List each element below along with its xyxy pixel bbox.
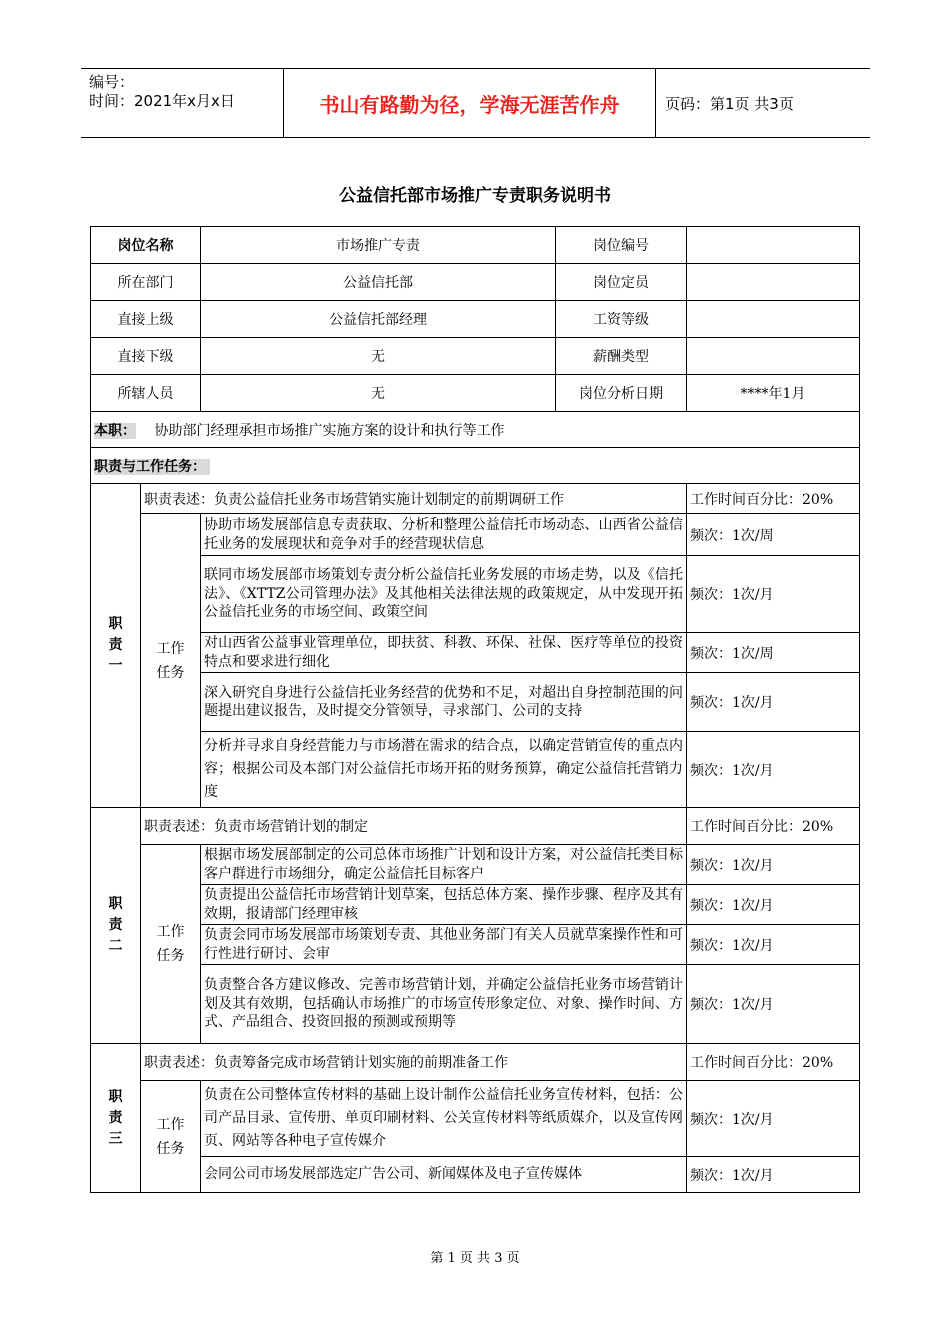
task-frequency: 频次：1次/月 [687, 556, 860, 633]
info-label: 岗位定员 [593, 275, 649, 291]
task-text: 深入研究自身进行公益信托业务经营的优势和不足，对超出自身控制范围的问题提出建议报告，及时提交分管领导，寻求部门、公司的支持 [201, 673, 687, 732]
info-value: 公益信托部 [201, 264, 556, 300]
document-title: 公益信托部市场推广专责职务说明书 [339, 186, 611, 206]
task-frequency: 频次：1次/月 [687, 845, 860, 885]
info-row [91, 375, 860, 412]
task-text: 会同公司市场发展部选定广告公司、新闻媒体及电子宣传媒体 [201, 1157, 687, 1193]
task-row [91, 1081, 860, 1157]
header-page-number: 页码：第1页 共3页 [665, 94, 794, 113]
duty-desc: 职责表述：负责筹备完成市场营销计划实施的前期准备工作 [141, 1044, 687, 1081]
analysis-date: ****年1月 [687, 375, 860, 412]
main-duty-row [91, 412, 860, 448]
info-value: 市场推广专责 [201, 227, 556, 263]
info-value [687, 264, 860, 301]
task-row [91, 965, 860, 1044]
task-frequency: 频次：1次/月 [687, 1157, 860, 1193]
task-frequency: 频次：1次/月 [687, 673, 860, 732]
section-header-row [91, 448, 860, 484]
info-value [687, 301, 860, 338]
info-row [91, 338, 860, 375]
info-label: 所辖人员 [91, 375, 201, 412]
task-text: 负责整合各方建议修改、完善市场营销计划，并确定公益信托业务市场营销计划及其有效期，包括确认市场推广的市场宣传形象定位、对象、操作时间、方式、产品组合、投资回报的预测或预期等 [201, 965, 687, 1044]
header-divider [655, 69, 656, 137]
info-label: 直接下级 [91, 338, 201, 375]
duty-title: 职 责 二 [91, 808, 141, 1044]
time-percent: 工作时间百分比：20% [687, 484, 860, 514]
work-task-label: 工作 任务 [141, 1081, 201, 1193]
info-row [91, 264, 860, 301]
task-row [91, 925, 860, 965]
work-task-label: 工作 任务 [141, 845, 201, 1044]
duty-desc: 职责表述：负责公益信托业务市场营销实施计划制定的前期调研工作 [141, 484, 687, 514]
info-value: 公益信托部经理 [201, 301, 556, 337]
info-label: 岗位编号 [593, 238, 649, 254]
task-text: 联同市场发展部市场策划专责分析公益信托业务发展的市场走势，以及《信托法》、《XTTZ公司管理办法》及其他相关法律法规的政策规定，从中发现开拓公益信托业务的市场空间、政策空间 [201, 556, 687, 633]
task-frequency: 频次：1次/月 [687, 1081, 860, 1157]
info-label: 工资等级 [593, 312, 649, 328]
info-row [91, 301, 860, 338]
task-frequency: 频次：1次/周 [687, 633, 860, 673]
number-label: 编号： [89, 73, 135, 91]
info-label: 岗位分析日期 [579, 386, 663, 402]
task-frequency: 频次：1次/月 [687, 925, 860, 965]
info-value [687, 338, 860, 375]
work-task-label: 工作 任务 [141, 514, 201, 808]
duty-desc: 职责表述：负责市场营销计划的制定 [141, 808, 687, 845]
task-text: 分析并寻求自身经营能力与市场潜在需求的结合点，以确定营销宣传的重点内容；根据公司及本部门对公益信托市场开拓的财务预算，确定公益信托营销力度 [201, 732, 687, 808]
task-text: 根据市场发展部制定的公司总体市场推广计划和设计方案，对公益信托类目标客户群进行市场细分，确定公益信托目标客户 [201, 845, 687, 885]
time-label: 时间：2021年x月x日 [89, 92, 235, 110]
task-row [91, 556, 860, 633]
job-description-table [90, 226, 860, 1193]
duty-desc-row [91, 1044, 860, 1081]
task-frequency: 频次：1次/月 [687, 885, 860, 925]
task-row [91, 633, 860, 673]
duty-desc-row [91, 808, 860, 845]
info-value: 无 [201, 375, 556, 411]
task-row [91, 673, 860, 732]
section-label: 职责与工作任务： [94, 459, 210, 475]
task-frequency: 频次：1次/周 [687, 514, 860, 556]
main-duty-text: 协助部门经理承担市场推广实施方案的设计和执行等工作 [154, 422, 505, 439]
duty-desc-row [91, 484, 860, 514]
task-row [91, 1157, 860, 1193]
info-value [687, 227, 860, 264]
info-label: 薪酬类型 [593, 349, 649, 365]
task-frequency: 频次：1次/月 [687, 732, 860, 808]
main-duty-label: 本职： [94, 422, 136, 439]
task-text: 负责会同市场发展部市场策划专责、其他业务部门有关人员就草案操作性和可行性进行研讨、会审 [201, 925, 687, 965]
info-label: 所在部门 [91, 264, 201, 301]
task-row [91, 885, 860, 925]
time-percent: 工作时间百分比：20% [687, 808, 860, 845]
info-value: 无 [201, 338, 556, 374]
header-meta [89, 73, 235, 111]
task-text: 对山西省公益事业管理单位，即扶贫、科教、环保、社保、医疗等单位的投资特点和要求进行细化 [201, 633, 687, 673]
info-label: 直接上级 [91, 301, 201, 338]
info-row [91, 227, 860, 264]
task-row [91, 514, 860, 556]
duty-title: 职 责 一 [91, 484, 141, 808]
header-motto: 书山有路勤为径，学海无涯苦作舟 [319, 92, 620, 117]
page-footer: 第 1 页 共 3 页 [430, 1251, 520, 1266]
task-row [91, 732, 860, 808]
time-percent: 工作时间百分比：20% [687, 1044, 860, 1081]
duty-title: 职 责 三 [91, 1044, 141, 1193]
info-label: 岗位名称 [91, 227, 201, 264]
task-frequency: 频次：1次/月 [687, 965, 860, 1044]
task-row [91, 845, 860, 885]
task-text: 协助市场发展部信息专责获取、分析和整理公益信托市场动态、山西省公益信托业务的发展现状和竞争对手的经营现状信息 [201, 514, 687, 556]
task-text: 负责在公司整体宣传材料的基础上设计制作公益信托业务宣传材料，包括：公司产品目录、宣传册、单页印刷材料、公关宣传材料等纸质媒介，以及宣传网页、网站等各种电子宣传媒介 [201, 1081, 687, 1157]
page-header [81, 68, 870, 138]
task-text: 负责提出公益信托市场营销计划草案，包括总体方案、操作步骤、程序及其有效期，报请部门经理审核 [201, 885, 687, 925]
